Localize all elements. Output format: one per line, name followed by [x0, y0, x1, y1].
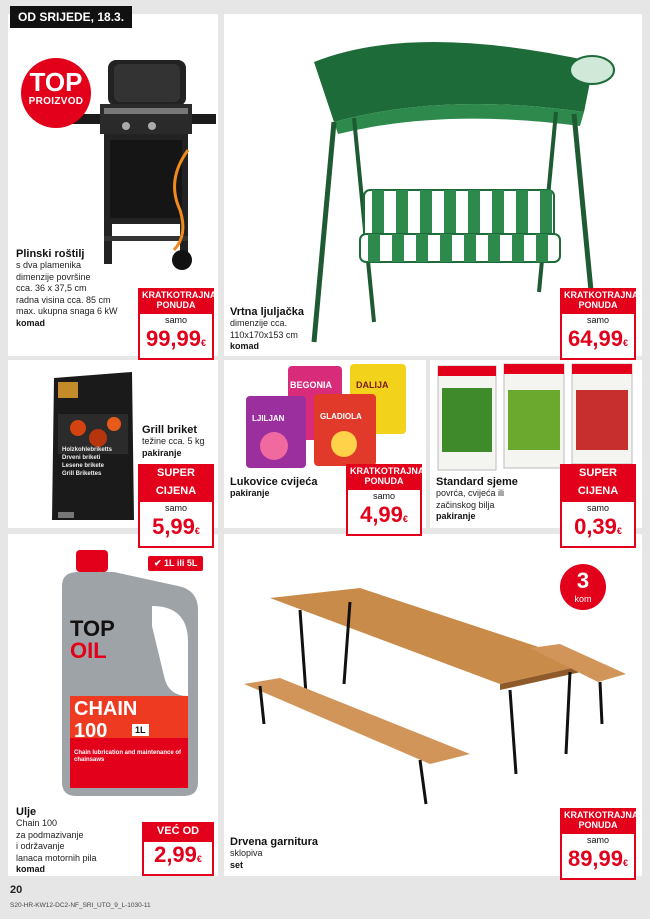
product-desc-line: radna visina cca. 85 cm — [16, 294, 111, 305]
price-value: 2,99€ — [154, 842, 202, 867]
count-unit: kom — [574, 594, 592, 604]
product-info — [16, 248, 146, 328]
price-label: VEĆ OD — [142, 822, 214, 840]
bag-text-line: Grill Brikettes — [62, 471, 102, 477]
price-tag — [560, 808, 639, 880]
product-card-bulbs[interactable] — [224, 360, 426, 528]
gladiola-pack-label: GLADIOLA — [320, 412, 362, 421]
product-card-beer-set[interactable] — [224, 534, 642, 876]
bottle-product-number: 100 — [74, 720, 108, 742]
print-code: S20-HR-KW12-DC2-NF_SRI_UTO_9_L-1030-11 — [10, 902, 151, 909]
product-desc-line: i održavanje — [16, 841, 65, 851]
top-product-badge — [21, 58, 91, 128]
begonia-pack-label: BEGONIA — [290, 380, 333, 390]
price-tag — [560, 464, 636, 548]
ljiljan-pack-label: LJILJAN — [252, 414, 285, 423]
price-value: 64,99€ — [567, 326, 629, 351]
price-samo: samo — [586, 315, 609, 325]
price-box — [138, 312, 214, 360]
price-tag — [346, 464, 425, 536]
product-unit: pakiranje — [142, 447, 182, 458]
bag-text-line: Lesene brikete — [62, 463, 105, 469]
product-desc-line: Chain 100 — [16, 818, 58, 828]
price-label: KRATKOTRAJNA PONUDA — [138, 288, 214, 312]
price-tag — [138, 464, 214, 548]
product-desc-line: max. ukupna snaga 6 kW — [16, 306, 118, 316]
price-samo: samo — [586, 503, 609, 513]
price-tag — [142, 822, 214, 876]
bottle-product-name: CHAIN — [74, 698, 138, 720]
seed-packets-image — [436, 362, 636, 474]
price-label: KRATKOTRAJNA PONUDA — [560, 808, 636, 832]
price-value: 89,99€ — [567, 846, 629, 871]
price-samo: samo — [164, 315, 187, 325]
product-name: Plinski roštilj — [16, 248, 85, 260]
product-unit: set — [230, 859, 244, 870]
product-unit: komad — [230, 341, 260, 351]
count-number: 3 — [576, 568, 590, 593]
price-tag — [138, 288, 217, 360]
price-value: 0,39€ — [574, 514, 622, 539]
bag-text-line: Drveni briketi — [62, 455, 101, 461]
product-name: Vrtna ljuljačka — [230, 306, 304, 318]
price-value: 99,99€ — [145, 326, 207, 351]
product-desc-line: sklopiva — [230, 848, 263, 858]
briquette-bag-text — [62, 446, 126, 478]
product-name: Standard sjeme — [436, 476, 518, 488]
dalija-pack-label: DALIJA — [356, 380, 389, 390]
variant-tag: ✔ 1L ili 5L — [148, 556, 203, 571]
price-box — [346, 488, 422, 536]
bag-text-line: Holzkohlebriketts — [62, 447, 113, 453]
price-box — [138, 500, 214, 548]
bottle-brand-oil: OIL — [70, 638, 107, 663]
product-unit: komad — [16, 864, 46, 874]
product-desc-line: dimenzije površine — [16, 271, 91, 282]
price-box — [560, 312, 636, 360]
page-number: 20 — [10, 884, 23, 896]
bottle-brand-top: TOP — [70, 616, 115, 641]
price-box — [560, 832, 636, 880]
price-label: SUPER CIJENA — [560, 464, 636, 500]
price-label: KRATKOTRAJNA PONUDA — [560, 288, 636, 312]
price-label: SUPER CIJENA — [138, 464, 214, 500]
product-card-grill[interactable] — [8, 14, 218, 356]
product-info — [230, 476, 340, 498]
price-value: 4,99€ — [360, 502, 408, 527]
product-desc-line: za podmazivanje — [16, 829, 84, 840]
product-name: Drvena garnitura — [230, 836, 319, 848]
product-unit: pakiranje — [436, 511, 476, 521]
price-samo: samo — [372, 491, 395, 501]
product-desc-line: povrća, cvijeća ili — [436, 488, 505, 498]
product-unit: pakiranje — [230, 488, 270, 498]
product-info — [16, 806, 142, 874]
price-box — [142, 840, 214, 876]
price-label: KRATKOTRAJNA PONUDA — [346, 464, 422, 488]
date-label: OD SRIJEDE, 18.3. — [10, 6, 132, 28]
product-card-briket[interactable] — [8, 360, 218, 539]
product-desc-line: začinskog bilja — [436, 499, 495, 510]
price-samo: samo — [164, 503, 187, 513]
product-unit: komad — [16, 317, 46, 328]
price-tag — [560, 288, 639, 360]
top-badge-line1: TOP — [29, 67, 83, 97]
product-desc-line: dimenzije cca. — [230, 318, 288, 328]
price-samo: samo — [586, 835, 609, 845]
product-info — [142, 424, 218, 458]
price-box — [560, 500, 636, 548]
product-card-chain-oil[interactable] — [8, 534, 218, 876]
product-desc-line: 110x170x153 cm — [230, 329, 298, 340]
product-desc-line: s dva plamenika — [16, 260, 82, 270]
price-value: 5,99€ — [152, 514, 200, 539]
product-name: Grill briket — [142, 424, 198, 436]
product-card-seeds[interactable] — [430, 360, 642, 539]
product-info — [230, 306, 380, 351]
product-desc-line: lanaca motornih pila — [16, 852, 97, 863]
bottle-subtext: Chain lubrication and maintenance of chainsaws — [74, 750, 182, 763]
product-desc-line: težine cca. 5 kg — [142, 436, 205, 446]
top-badge-line2: PROIZVOD — [28, 96, 84, 107]
wooden-table-set-image — [240, 574, 630, 814]
product-info — [436, 476, 562, 521]
product-desc-line: cca. 36 x 37,5 cm — [16, 283, 87, 293]
product-name: Ulje — [16, 806, 37, 818]
product-info — [230, 836, 390, 870]
product-card-swing[interactable] — [224, 14, 642, 356]
bottle-volume: 1L — [132, 724, 149, 736]
product-name: Lukovice cvijeća — [230, 476, 318, 488]
